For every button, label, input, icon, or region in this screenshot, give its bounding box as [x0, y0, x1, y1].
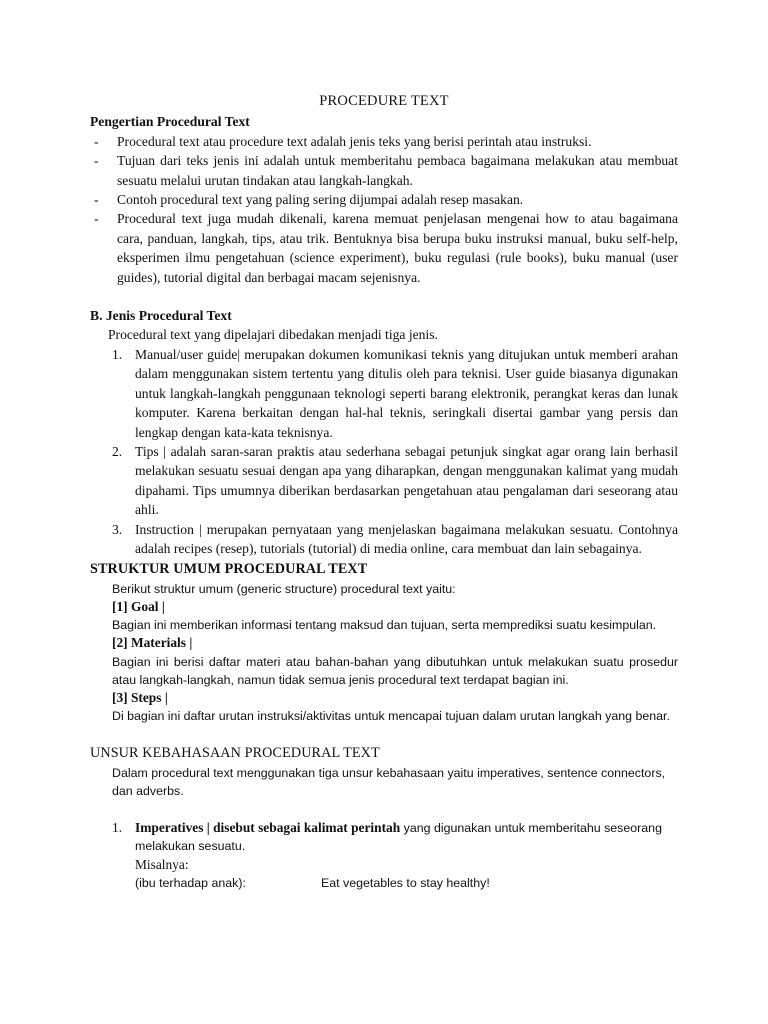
list-item: - Tujuan dari teks jenis ini adalah untuk memberitahu pembaca bagaimana melakukan atau membuat sesuatu melalui urutan tindakan atau langkah-langkah. — [94, 153, 678, 188]
imperatives-item: 1. Imperatives | disebut sebagai kalimat perintah yang digunakan untuk memberitahu seseorang melakukan sesuatu. Misalnya: (ibu terhadap anak): Eat vegetables to stay healthy! — [90, 819, 678, 892]
jenis-intro: Procedural text yang dipelajari dibedakan menjadi tiga jenis. — [108, 327, 438, 343]
unsur-heading: UNSUR KEBAHASAAN PROCEDURAL TEXT — [90, 745, 380, 762]
struktur-block — [90, 580, 678, 726]
document-title: PROCEDURE TEXT — [319, 93, 449, 109]
example-sentence: Eat vegetables to stay healthy! — [321, 875, 490, 890]
materials-text: Bagian ini berisi daftar materi atau bahan-bahan yang dibutuhkan untuk melakukan suatu prosedur atau langkah-langkah, namun tidak semua jenis procedural text terdapat bagian ini. — [112, 654, 678, 687]
list-item: - Contoh procedural text yang paling sering dijumpai adalah resep masakan. — [94, 192, 524, 208]
list-item: 1. Manual/user guide| merupakan dokumen komunikasi teknis yang ditujukan untuk memberi arahan dalam menggunakan sistem tertentu yang ditulis oleh para teknisi. User guide biasanya digunakan untuk langkah-langkah penggunaan teknologi seperti barang elektronik, perangkat keras dan lunak komputer. Karena berkaitan dengan hal-hal teknis, seringkali disertai gambar yang persis dan lengkap dengan kata-kata teknisnya. — [112, 346, 678, 440]
pengertian-list — [90, 132, 678, 287]
struktur-intro: Berikut struktur umum (generic structure) procedural text yaitu: — [112, 581, 456, 596]
unsur-intro: Dalam procedural text menggunakan tiga unsur kebahasaan yaitu imperatives, sentence connectors, dan adverbs. — [112, 765, 666, 798]
steps-text: Di bagian ini daftar urutan instruksi/aktivitas untuk mencapai tujuan dalam urutan langkah yang benar. — [112, 709, 670, 724]
steps-label: [3] Steps | — [112, 689, 168, 705]
example-speaker: (ibu terhadap anak): — [135, 875, 246, 890]
jenis-heading: B. Jenis Procedural Text — [90, 308, 232, 324]
misalnya-label: Misalnya: — [135, 856, 189, 872]
list-item: 3. Instruction | merupakan pernyataan yang menjelaskan bagaimana melakukan sesuatu. Contohnya adalah recipes (resep), tutorials (tutorial) di media online, cara membuat dan lain sebagainya. — [112, 521, 678, 556]
struktur-heading: STRUKTUR UMUM PROCEDURAL TEXT — [90, 561, 368, 578]
goal-text: Bagian ini memberikan informasi tentang maksud dan tujuan, serta memprediksi suatu kesimpulan. — [112, 618, 657, 633]
jenis-list — [90, 345, 678, 558]
materials-label: [2] Materials | — [112, 635, 193, 651]
example-row — [135, 874, 678, 892]
imperatives-heading: Imperatives | disebut sebagai kalimat perintah — [135, 820, 401, 836]
pengertian-heading: Pengertian Procedural Text — [90, 114, 250, 130]
list-item: - Procedural text atau procedure text adalah jenis teks yang berisi perintah atau instruksi. — [94, 133, 592, 149]
goal-label: [1] Goal | — [112, 598, 165, 614]
imperatives-text: yang digunakan untuk memberitahu seseorang melakukan sesuatu. — [135, 821, 662, 854]
list-item: 2. Tips | adalah saran-saran praktis atau sederhana sebagai petunjuk singkat agar orang lain berhasil melakukan sesuatu sesuai dengan apa yang diharapkan, dengan menggunakan kalimat yang mudah dipahami. Tips umumnya diberikan berdasarkan pengetahuan atau pengalaman dari seseorang atau ahli. — [112, 443, 678, 518]
document-page — [90, 92, 678, 892]
list-item: - Procedural text juga mudah dikenali, karena memuat penjelasan mengenai how to atau bagaimana cara, panduan, langkah, tips, atau trik. Bentuknya bisa berupa buku instruksi manual, buku self-help, eksperimen ilmu pengetahuan (science experiment), buku regulasi (rule books), buku manual (user guides), tutorial digital dan berbagai macam sejenisnya. — [94, 211, 678, 285]
